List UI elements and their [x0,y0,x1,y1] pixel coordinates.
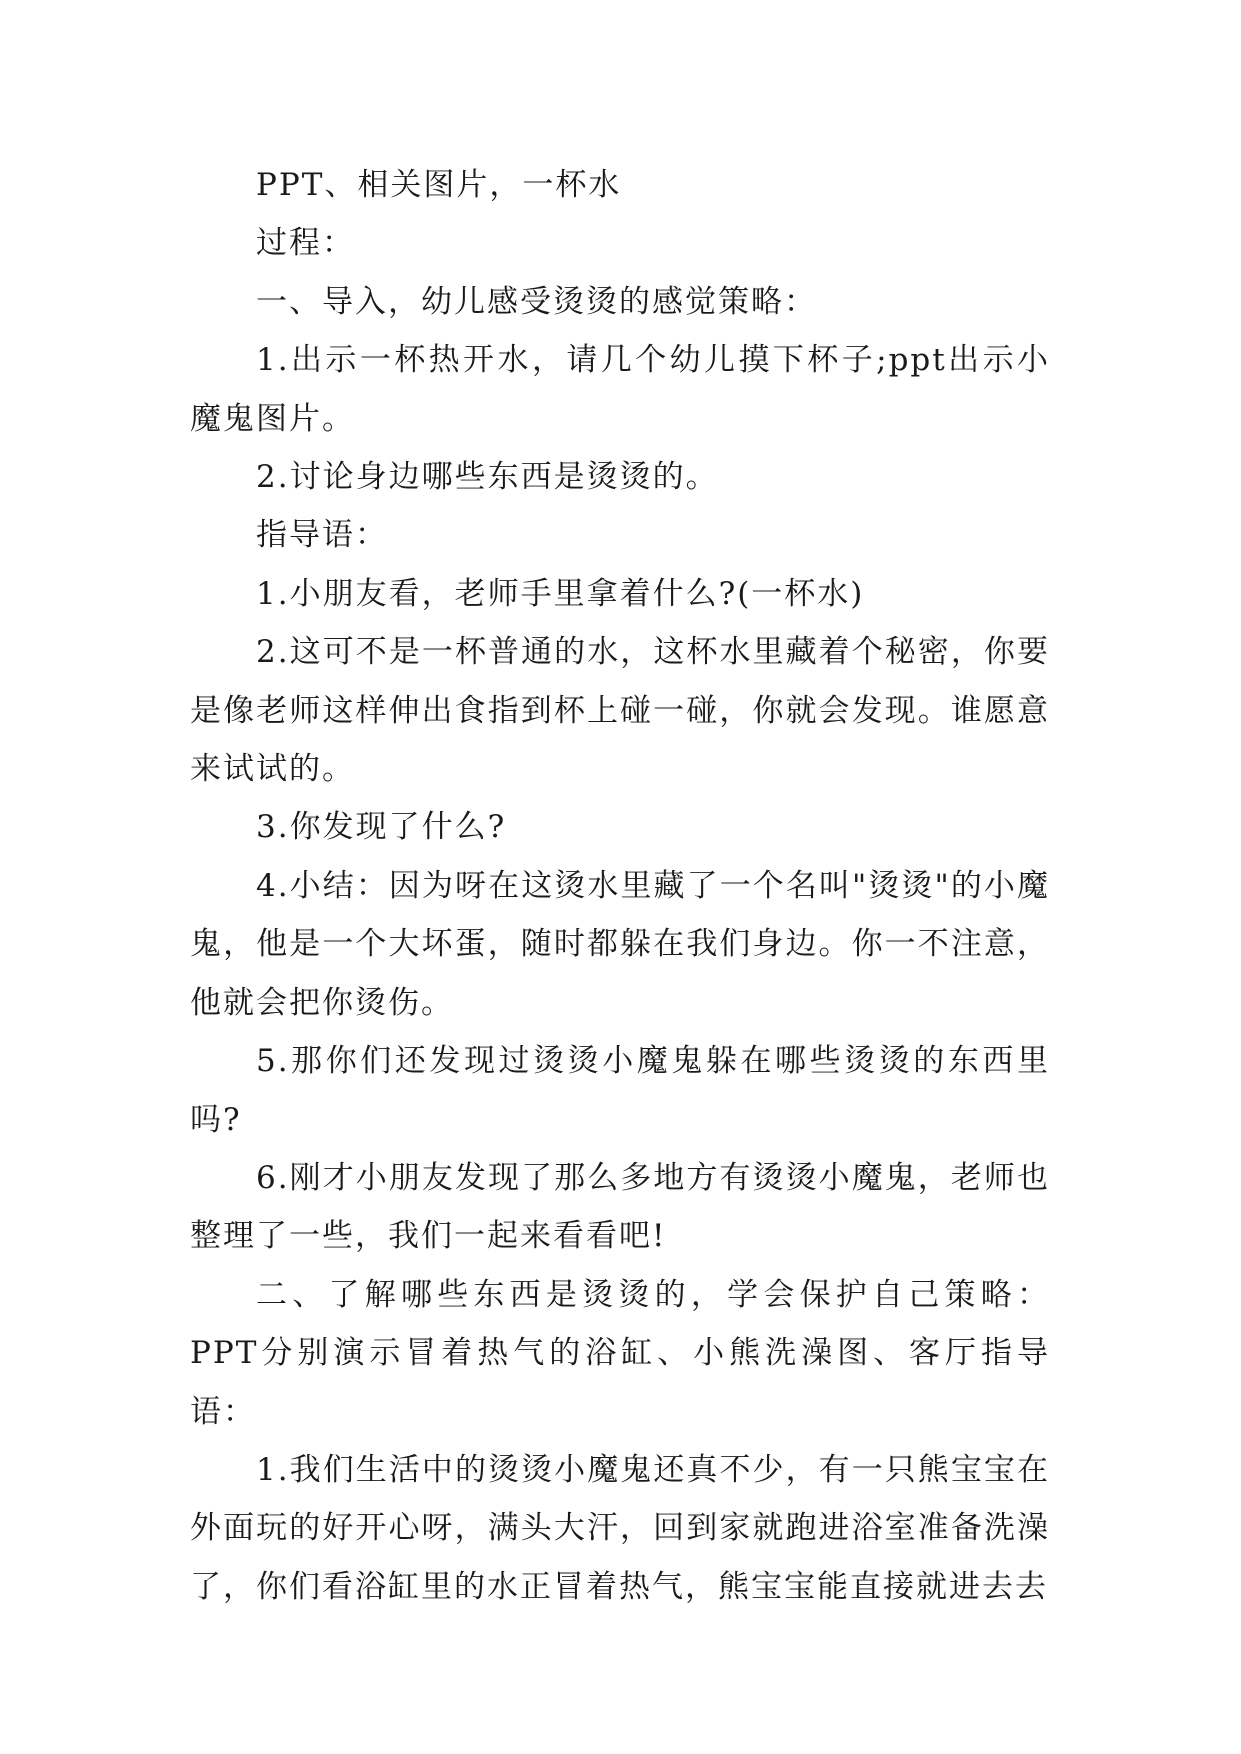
paragraph-guidance-6: 6.刚才小朋友发现了那么多地方有烫烫小魔鬼，老师也整理了一些，我们一起来看看吧! [190,1159,1050,1255]
document-body [190,156,1050,1616]
paragraph-guidance-4: 4.小结：因为呀在这烫水里藏了一个名叫"烫烫"的小魔鬼，他是一个大坏蛋，随时都躲在我们身边。你一不注意，他就会把你烫伤。 [190,867,1050,1021]
paragraph-guidance-2: 2.这可不是一杯普通的水，这杯水里藏着个秘密，你要是像老师这样伸出食指到杯上碰一碰，你就会发现。谁愿意来试试的。 [190,634,1050,788]
paragraph-guidance-1: 1.小朋友看，老师手里拿着什么?(一杯水) [256,575,865,612]
paragraph-section-two-guidance-1: 1.我们生活中的烫烫小魔鬼还真不少，有一只熊宝宝在外面玩的好开心呀，满头大汗，回到家就跑进浴室准备洗澡了，你们看浴缸里的水正冒着热气，熊宝宝能直接就进去去 [190,1451,1050,1605]
paragraph-guidance-5: 5.那你们还发现过烫烫小魔鬼躲在哪些烫烫的东西里吗? [190,1043,1050,1138]
paragraph-step-1: 1.出示一杯热开水，请几个幼儿摸下杯子;ppt出示小魔鬼图片。 [190,342,1050,437]
paragraph-guidance-3: 3.你发现了什么? [256,809,507,846]
paragraph-process-heading: 过程： [256,225,355,262]
paragraph-section-one-heading: 一、导入，幼儿感受烫烫的感觉策略： [256,283,817,320]
paragraph-step-2: 2.讨论身边哪些东西是烫烫的。 [256,459,719,496]
paragraph-materials: PPT、相关图片，一杯水 [256,167,622,203]
paragraph-section-two-heading: 二、了解哪些东西是烫烫的，学会保护自己策略：PPT分别演示冒着热气的浴缸、小熊洗澡图、客厅指导语： [190,1276,1050,1430]
paragraph-guidance-heading: 指导语： [256,517,388,554]
